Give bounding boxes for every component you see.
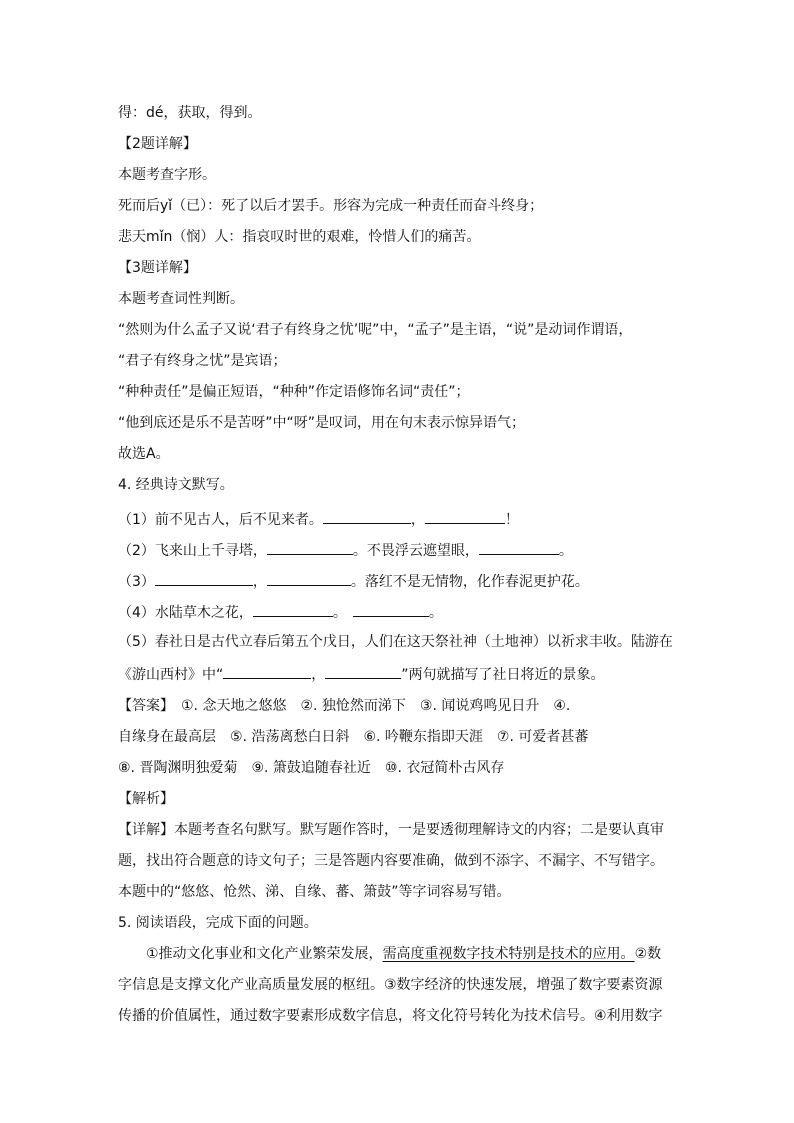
text-segment: ！ [504, 512, 519, 528]
fill-blank-line [118, 539, 678, 561]
text-line: 本题考查字形。 [118, 167, 216, 183]
fill-blank-line [118, 601, 678, 623]
text-segment: 。不畏浮云遮望眼， [352, 543, 479, 559]
answer-blank [267, 570, 351, 586]
text-segment: 。 [428, 605, 443, 621]
text-line: 本题考查词性判断。 [118, 291, 244, 307]
text-segment: 。 [332, 605, 347, 621]
text-segment: 。 [558, 543, 573, 559]
section-heading: 【3题详解】 [118, 260, 197, 276]
text-segment: （4）水陆草木之花， [118, 605, 253, 621]
fill-blank-line [118, 663, 678, 685]
text-segment: （3） [118, 574, 155, 590]
answer-blank [323, 508, 411, 524]
question-title: 4. 经典诗文默写。 [118, 477, 234, 493]
answer-blank [425, 508, 505, 524]
answer-blank [155, 570, 253, 586]
answer-line: 【答案】 ①. 念天地之悠悠 ②. 独怆然而涕下 ③. 闻说鸡鸣见日升 ④. [118, 698, 571, 714]
section-heading: 【解析】 [118, 791, 174, 807]
text-line: “种种责任”是偏正短语，“种种”作定语修饰名词“责任”； [118, 384, 470, 400]
text-line: 故选A。 [118, 446, 170, 462]
text-segment: ， [252, 574, 267, 590]
text-line: “然则为什么孟子又说‘君子有终身之忧’呢”中，“孟子”是主语，“说”是动词作谓语， [118, 322, 633, 338]
text-line: “君子有终身之忧”是宾语； [118, 353, 287, 369]
text-segment: （1）前不见古人，后不见来者。 [118, 512, 323, 528]
text-line: “他到底还是乐不是苦呀”中“呀”是叹词，用在句末表示惊异语气； [118, 415, 526, 431]
passage-line [146, 944, 706, 964]
text-line: （5）春社日是古代立春后第五个戊日，人们在这天祭社神（土地神）以祈求丰收。陆游在 [118, 634, 673, 650]
text-segment: ②数 [634, 946, 662, 962]
question-title: 5. 阅读语段，完成下面的问题。 [118, 915, 318, 931]
text-line: 死而后yǐ（已）：死了以后才罢手。形容为完成一种责任而奋斗终身； [118, 198, 544, 214]
fill-blank-line [118, 508, 678, 530]
text-line: 题，找出符合题意的诗文句子；三是答题内容要准确，做到不添字、不漏字、不写错字。 [118, 853, 664, 869]
text-line: 本题中的“悠悠、怆然、涕、自缘、蕃、箫鼓”等字词容易写错。 [118, 884, 511, 900]
text-line: 【详解】本题考查名句默写。默写题作答时，一是要透彻理解诗文的内容；二是要认真审 [118, 822, 664, 838]
passage-line: 传播的价值属性，通过数字要素形成数字信息，将文化符号转化为技术信号。④利用数字 [118, 1008, 663, 1024]
text-segment: 。落红不是无情物，化作春泥更护花。 [350, 574, 589, 590]
text-segment: 《游山西村》中“ [118, 667, 224, 683]
answer-line: ⑧. 晋陶渊明独爱菊 ⑨. 箫鼓追随春社近 ⑩. 衣冠简朴古风存 [118, 760, 505, 776]
answer-blank [353, 601, 429, 617]
answer-line: 自缘身在最高层 ⑤. 浩荡离愁白日斜 ⑥. 吟鞭东指即天涯 ⑦. 可爱者甚蕃 [118, 729, 589, 745]
answer-blank [479, 539, 559, 555]
answer-blank [267, 539, 353, 555]
answer-blank [253, 601, 333, 617]
section-heading: 【2题详解】 [118, 136, 197, 152]
text-line: 悲天mǐn（悯）人：指哀叹时世的艰难，怜惜人们的痛苦。 [118, 229, 481, 245]
text-line: 得：dé，获取，得到。 [118, 105, 262, 121]
fill-blank-line [118, 570, 678, 592]
answer-blank [223, 663, 311, 679]
text-segment: （2）飞来山上千寻塔， [118, 543, 267, 559]
underlined-sentence: 需高度重视数字技术特别是技术的应用。 [382, 946, 635, 962]
text-segment: ， [311, 667, 326, 683]
answer-blank [325, 663, 401, 679]
text-segment: ①推动文化事业和文化产业繁荣发展， [146, 946, 383, 962]
passage-line: 字信息是支撑文化产业高质量发展的枢纽。③数字经济的快速发展，增强了数字要素资源 [118, 977, 663, 993]
text-segment: ， [410, 512, 425, 528]
text-segment: ”两句就描写了社日将近的景象。 [401, 667, 605, 683]
